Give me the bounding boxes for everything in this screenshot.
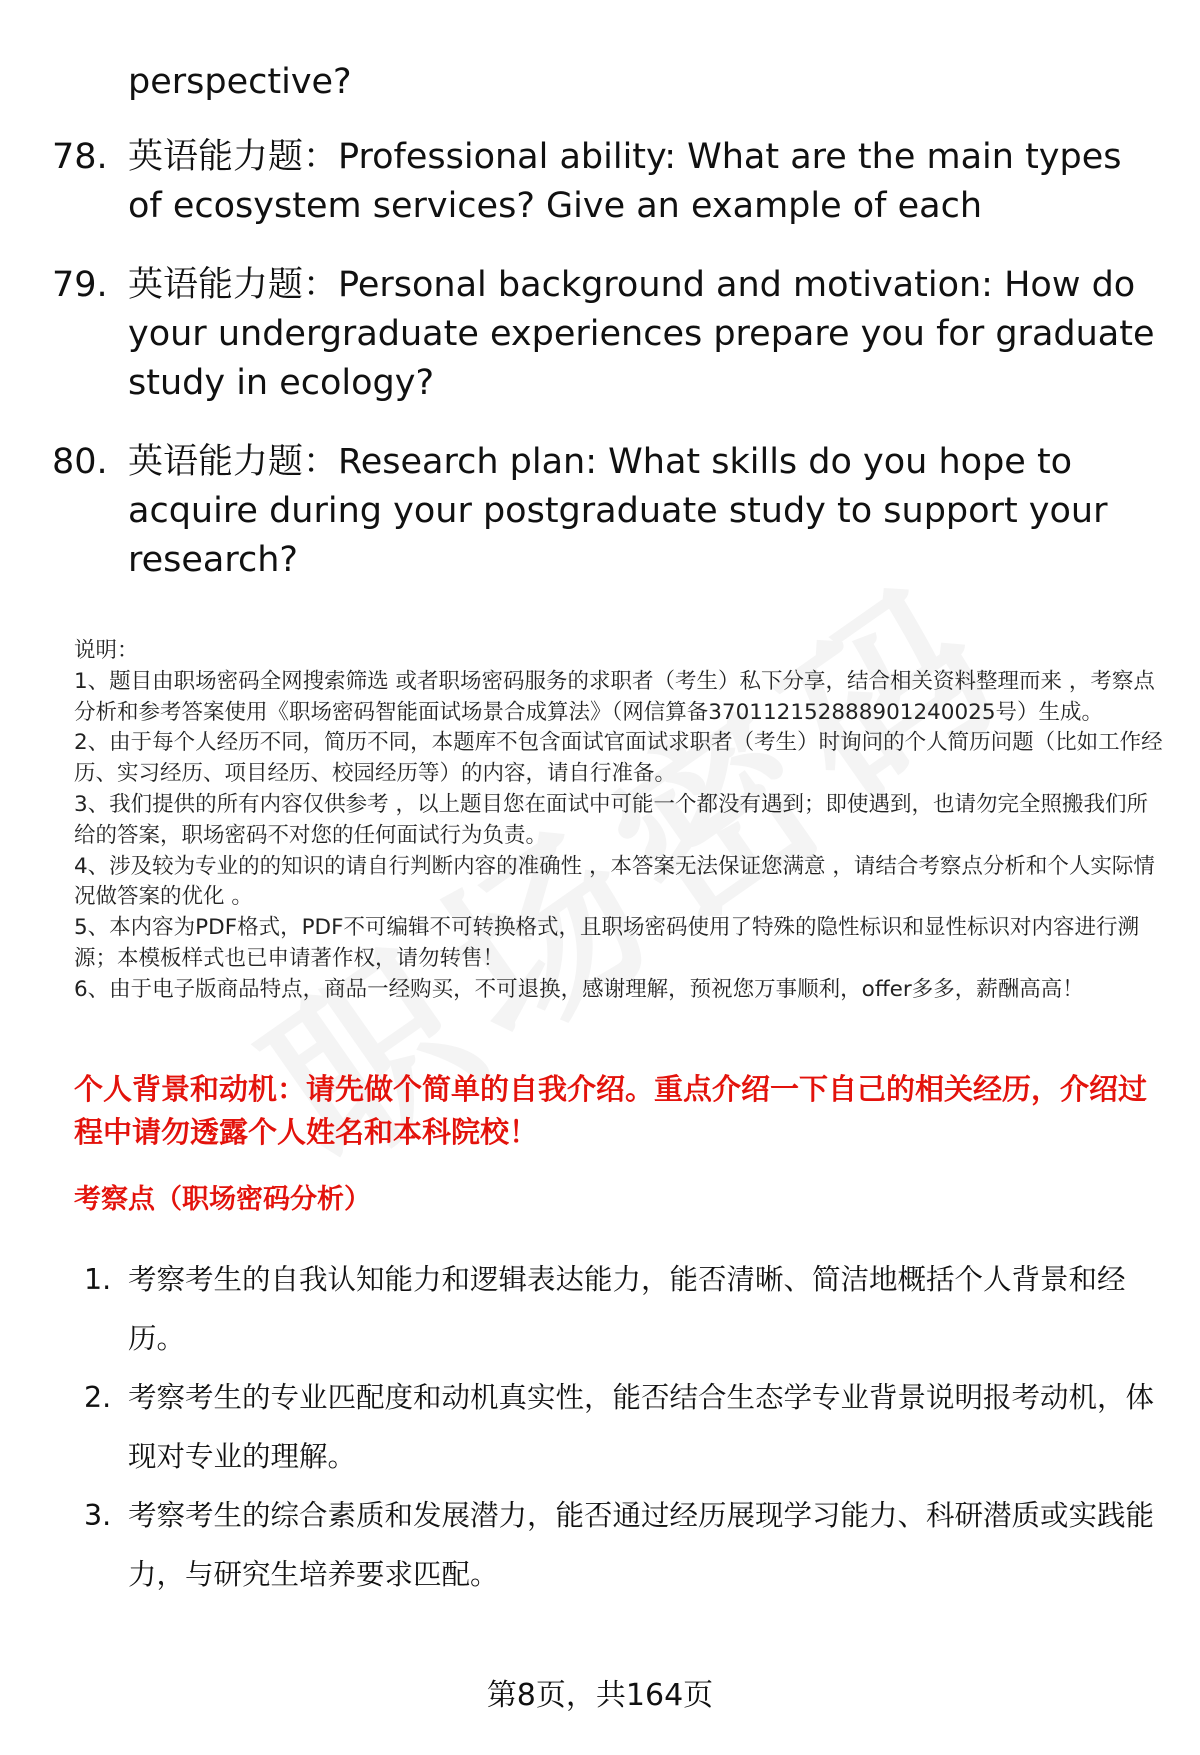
note-item: 6、由于电子版商品特点，商品一经购买，不可退换，感谢理解，预祝您万事顺利，offer多多，薪酬高高！: [74, 976, 1084, 1002]
note-item: 2、由于每个人经历不同，简历不同，本题库不包含面试官面试求职者（考生）时询问的个人简历问题（比如工作经历、实习经历、项目经历、校园经历等）的内容，请自行准备。: [74, 730, 1163, 787]
analysis-points: [84, 1250, 1164, 1604]
question-item: [52, 261, 1162, 408]
analysis-point: [84, 1486, 1164, 1604]
note-item: 5、本内容为PDF格式，PDF不可编辑不可转换格式，且职场密码使用了特殊的隐性标识和显性标识对内容进行溯源；本模板样式也已申请著作权，请勿转售！: [74, 915, 1139, 971]
question-text: 英语能力题：Professional ability: What are the main types of ecosystem services? Give an example of each: [128, 137, 1122, 226]
point-number: 1.: [84, 1263, 112, 1296]
question-item: [52, 438, 1162, 585]
note-item: 4、涉及较为专业的的知识的请自行判断内容的准确性 ，本答案无法保证您满意 ，请结合考察点分析和个人实际情况做答案的优化 。: [74, 853, 1155, 910]
question-item: [52, 133, 1162, 231]
analysis-point: [84, 1368, 1164, 1486]
question-text: 英语能力题：Personal background and motivation: How do your undergraduate experiences prepare you for graduate study in ecology?: [128, 265, 1155, 403]
question-list: [52, 58, 1162, 615]
point-number: 2.: [84, 1381, 112, 1414]
question-title: 个人背景和动机：请先做个简单的自我介绍。重点介绍一下自己的相关经历，介绍过程中请勿透露个人姓名和本科院校！: [74, 1072, 1148, 1149]
point-text: 考察考生的自我认知能力和逻辑表达能力，能否清晰、简洁地概括个人背景和经历。: [128, 1263, 1126, 1355]
question-number: 79.: [52, 265, 108, 305]
analysis-point: [84, 1250, 1164, 1368]
notes-section: [74, 636, 1164, 1006]
question-number: 80.: [52, 442, 108, 482]
analysis-title: 考察点（职场密码分析）: [74, 1184, 371, 1215]
notes-heading: 说明：: [74, 638, 139, 663]
question-text: 英语能力题：Research plan: What skills do you hope to acquire during your postgraduate study to support your research?: [128, 442, 1108, 580]
point-text: 考察考生的综合素质和发展潜力，能否通过经历展现学习能力、科研潜质或实践能力，与研究生培养要求匹配。: [128, 1499, 1155, 1591]
point-text: 考察考生的专业匹配度和动机真实性，能否结合生态学专业背景说明报考动机，体现对专业的理解。: [128, 1381, 1155, 1473]
question-continuation: perspective?: [128, 62, 352, 102]
question-number: 78.: [52, 137, 108, 177]
note-item: 1、题目由职场密码全网搜索筛选 或者职场密码服务的求职者（考生）私下分享，结合相关资料整理而来 ，考察点分析和参考答案使用《职场密码智能面试场景合成算法》（网信算备370112152888901240025号）生成。: [74, 668, 1155, 725]
note-item: 3、我们提供的所有内容仅供参考 ，以上题目您在面试中可能一个都没有遇到；即使遇到，也请勿完全照搬我们所给的答案，职场密码不对您的任何面试行为负责。: [74, 791, 1149, 848]
point-number: 3.: [84, 1499, 112, 1532]
page-footer: 第8页，共164页: [486, 1678, 714, 1713]
